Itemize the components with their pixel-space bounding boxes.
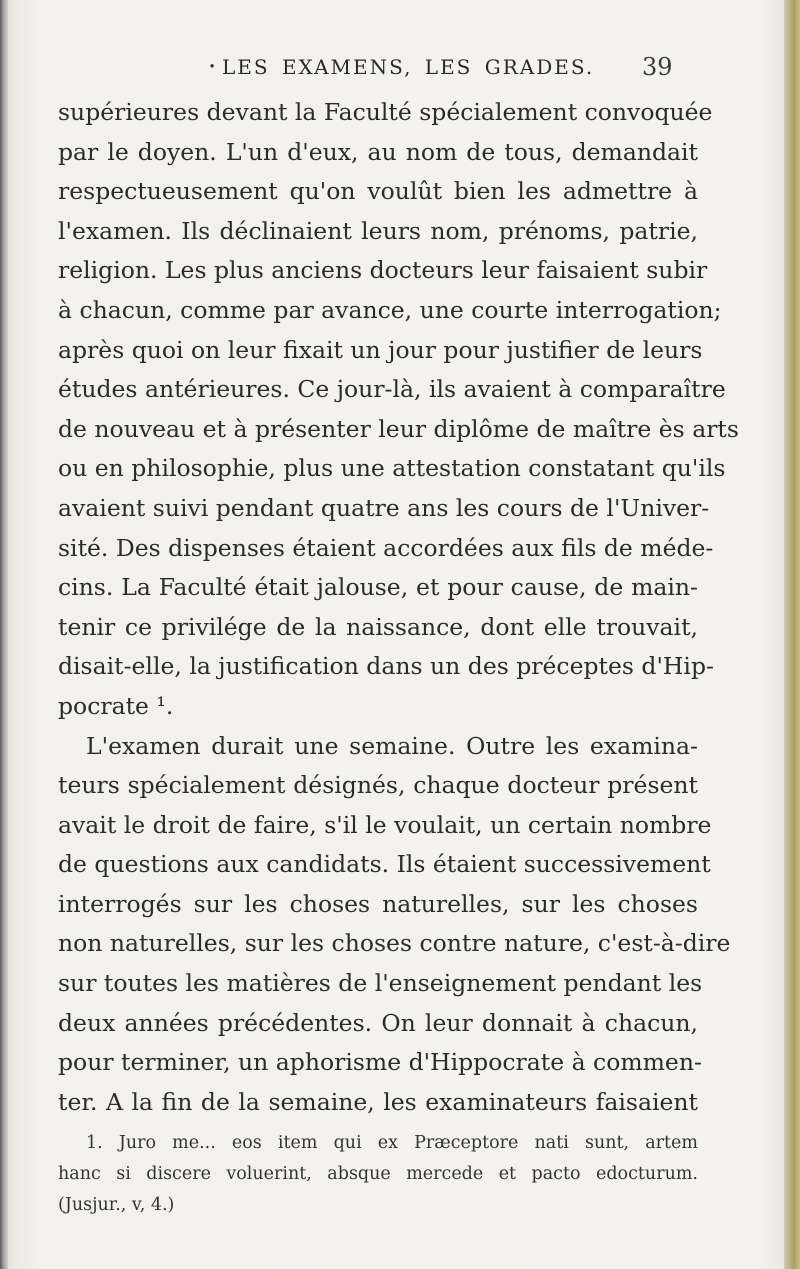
text-line: études antérieures. Ce jour-là, ils avaient à comparaître bbox=[58, 375, 726, 404]
text-line: par le doyen. L'un d'eux, au nom de tous, demandait bbox=[58, 137, 698, 166]
footnote-line: 1. Juro me... eos item qui ex Præceptore nati sunt, artem bbox=[86, 1133, 698, 1153]
text-line: avaient suivi pendant quatre ans les cours de l'Univer- bbox=[58, 493, 710, 522]
text-line: pour terminer, un aphorisme d'Hippocrate à commen- bbox=[58, 1048, 702, 1077]
text-line: à chacun, comme par avance, une courte interrogation; bbox=[58, 295, 722, 324]
text-line: religion. Les plus anciens docteurs leur faisaient subir bbox=[58, 256, 708, 285]
text-line: interrogés sur les choses naturelles, sur les choses bbox=[58, 889, 698, 918]
page-left-edge bbox=[0, 0, 8, 1269]
text-line: pocrate ¹. bbox=[58, 691, 174, 720]
text-line: respectueusement qu'on voulût bien les admettre à bbox=[58, 177, 698, 206]
text-line: deux années précédentes. On leur donnait à chacun, bbox=[58, 1008, 698, 1037]
text-line: L'examen durait une semaine. Outre les examina- bbox=[86, 731, 698, 760]
text-line: sur toutes les matières de l'enseignement pendant les bbox=[58, 969, 703, 998]
text-line: après quoi on leur fixait un jour pour justifier de leurs bbox=[58, 335, 703, 364]
text-line: ou en philosophie, plus une attestation constatant qu'ils bbox=[58, 454, 726, 483]
footnote-line: (Jusjur., v, 4.) bbox=[58, 1195, 175, 1215]
text-line: de questions aux candidats. Ils étaient successivement bbox=[58, 850, 711, 879]
text-line: supérieures devant la Faculté spécialement convoquée bbox=[58, 98, 713, 126]
page-right-edge bbox=[784, 0, 800, 1269]
running-head-title: · LES EXAMENS, LES GRADES. bbox=[222, 55, 594, 79]
footnote bbox=[58, 1128, 698, 1221]
text-line: sité. Des dispenses étaient accordées aux fils de méde- bbox=[58, 533, 714, 562]
text-line: cins. La Faculté était jalouse, et pour cause, de main- bbox=[58, 573, 698, 602]
text-line: tenir ce privilége de la naissance, dont elle trouvait, bbox=[58, 612, 698, 641]
running-header bbox=[0, 55, 800, 85]
main-text bbox=[58, 93, 739, 1122]
text-line: disait-elle, la justification dans un des préceptes d'Hip- bbox=[58, 652, 714, 681]
text-line: de nouveau et à présenter leur diplôme de maître ès arts bbox=[58, 414, 739, 443]
text-line: avait le droit de faire, s'il le voulait, un certain nombre bbox=[58, 810, 712, 839]
text-line: teurs spécialement désignés, chaque docteur présent bbox=[58, 771, 698, 800]
text-line: ter. A la fin de la semaine, les examinateurs faisaient bbox=[58, 1087, 698, 1116]
page-number: 39 bbox=[642, 53, 673, 81]
footnote-line: hanc si discere voluerint, absque mercede et pacto edocturum. bbox=[58, 1164, 698, 1184]
text-line: l'examen. Ils déclinaient leurs nom, prénoms, patrie, bbox=[58, 216, 698, 245]
text-line: non naturelles, sur les choses contre nature, c'est-à-dire bbox=[58, 929, 731, 958]
